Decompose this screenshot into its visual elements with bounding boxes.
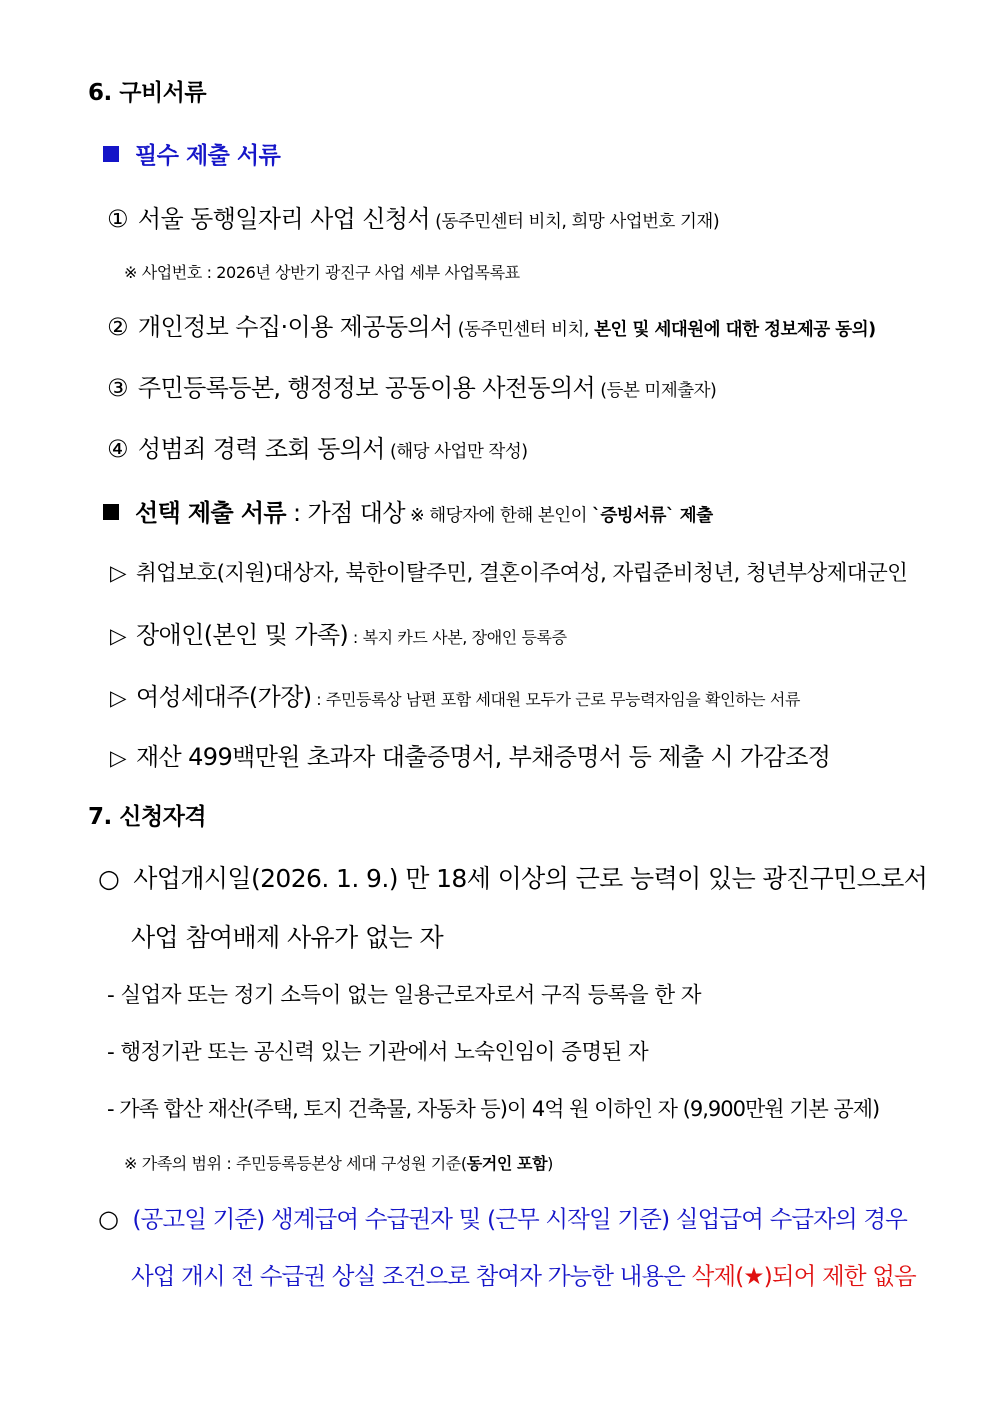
eligibility-sub-3: - 가족 합산 재산(주택, 토지 건축물, 자동차 등)이 4억 원 이하인 자 (9,900만원 기본 공제) [107, 1097, 880, 1121]
required-item-3: ③ 주민등록등본, 행정정보 공동이용 사전동의서 (등본 미제출자) [107, 374, 717, 402]
section-7-title: 7. 신청자격 [88, 804, 207, 830]
eligibility-sub-1: - 실업자 또는 정기 소득이 없는 일용근로자로서 구직 등록을 한 자 [107, 983, 701, 1008]
notice-line-1: ○ (공고일 기준) 생계급여 수급권자 및 (근무 시작일 기준) 실업급여 수급자의 경우 [98, 1205, 907, 1233]
eligibility-sub-2: - 행정기관 또는 공신력 있는 기관에서 노숙인임이 증명된 자 [107, 1040, 649, 1065]
family-scope-remark: ※ 가족의 범위 : 주민등록등본상 세대 구성원 기준(동거인 포함) [124, 1154, 554, 1173]
optional-item-4: ▷ 재산 499백만원 초과자 대출증명서, 부채증명서 등 제출 시 가감조정 [110, 743, 831, 771]
required-docs-heading: 필수 제출 서류 [103, 145, 280, 168]
eligibility-main-line-2: 사업 참여배제 사유가 없는 자 [131, 923, 443, 952]
optional-item-1: ▷ 취업보호(지원)대상자, 북한이탈주민, 결혼이주여성, 자립준비청년, 청년부상제대군인 [110, 561, 908, 586]
notice-line-2: 사업 개시 전 수급권 상실 조건으로 참여자 가능한 내용은 삭제(★)되어 제한 없음 [131, 1262, 916, 1290]
optional-item-3: ▷ 여성세대주(가장) : 주민등록상 남편 포함 세대원 모두가 근로 무능력자임을 확인하는 서류 [110, 683, 801, 711]
eligibility-main-line-1: ○ 사업개시일(2026. 1. 9.) 만 18세 이상의 근로 능력이 있는 광진구민으로서 [98, 864, 928, 893]
section-6-title: 6. 구비서류 [88, 80, 207, 106]
business-number-remark: ※ 사업번호 : 2026년 상반기 광진구 사업 세부 사업목록표 [124, 263, 520, 282]
square-bullet-icon [103, 146, 119, 162]
optional-item-2: ▷ 장애인(본인 및 가족) : 복지 카드 사본, 장애인 등록증 [110, 621, 567, 649]
optional-docs-heading: 선택 제출 서류 : 가점 대상 ※ 해당자에 한해 본인이 `증빙서류` 제출 [103, 501, 713, 526]
required-item-2: ② 개인정보 수집·이용 제공동의서 (동주민센터 비치, 본인 및 세대원에 대한 정보제공 동의) [107, 313, 876, 341]
required-item-4: ④ 성범죄 경력 조회 동의서 (해당 사업만 작성) [107, 435, 528, 463]
square-bullet-icon [103, 504, 119, 520]
required-item-1: ① 서울 동행일자리 사업 신청서 (동주민센터 비치, 희망 사업번호 기재) [107, 205, 720, 233]
